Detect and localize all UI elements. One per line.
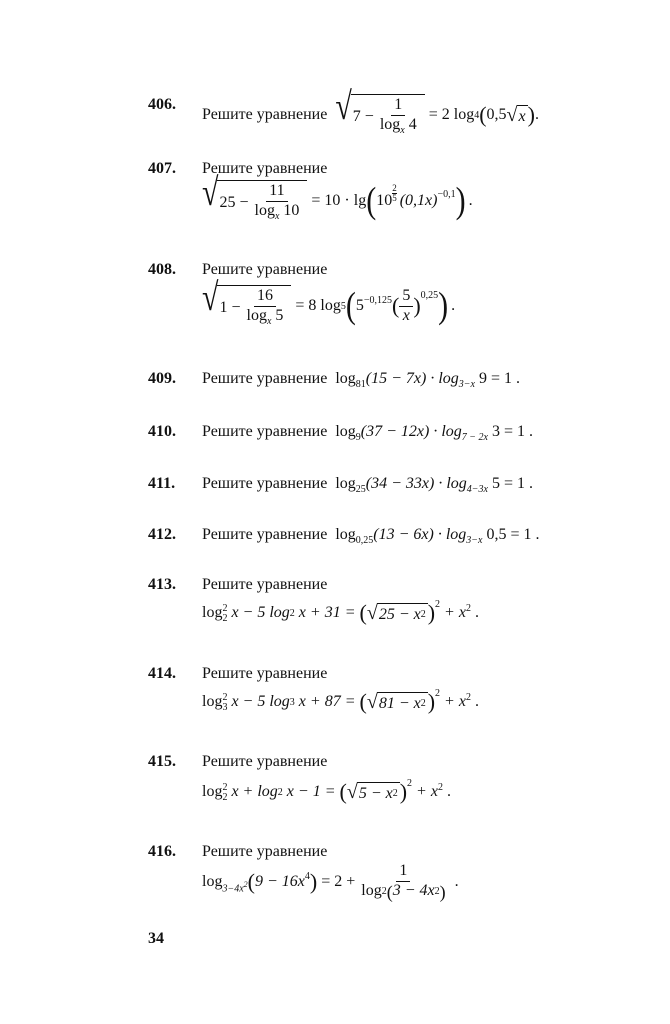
numerator: 1 xyxy=(391,97,405,116)
problem-number: 407. xyxy=(148,160,176,177)
problem-statement: Решите уравнение √ 7 − $\frac{1}{\log_x 4}$ = 2 log 4 ( 0,5 √ x ) . xyxy=(202,85,539,136)
equation: √ 1 − $\frac{16}{\log_x 5}$ = 8 log 5 ( 5 $^{-0,125}$ ( $\frac{5}{x}$ ) $^{0,25}$ ) . xyxy=(202,276,456,327)
problem-number: 409. xyxy=(148,370,176,387)
statement-text: Решите уравнение xyxy=(202,753,328,770)
equation: log $_{3-4x^2}$ ( 9 − 16x $^4$ ) = 2 + 1 log 2 ( 3 − 4x 2 ) . xyxy=(202,862,459,902)
fraction: $\frac{11}{\log_x 10}$ xyxy=(254,182,300,222)
equation: log 2 3 x − 5 log 3 x + 87 = ( √ 81 − x 2 ) $^2$ + x $^2$ . xyxy=(202,687,479,714)
problem-number: 411. xyxy=(148,475,176,492)
square-root: √ 25 − x 2 xyxy=(366,601,426,624)
period: . xyxy=(534,106,539,124)
problem-statement: Решите уравнение $\log_{81}(15 - 7x) \cdot \log_{3-x} 9 = 1$ . xyxy=(202,370,520,391)
problem-number: 408. xyxy=(148,261,176,278)
argument: 0,5 xyxy=(486,106,507,124)
statement-text: Решите уравнение xyxy=(202,576,328,593)
fraction: 1 log 2 ( 3 − 4x 2 ) xyxy=(361,862,446,902)
problem-number: 410. xyxy=(148,423,176,440)
problem-number: 414. xyxy=(148,665,176,682)
statement-text: Решите уравнение xyxy=(202,261,328,278)
statement-text: Решите уравнение xyxy=(202,106,328,124)
square-root: √ 7 − $\frac{1}{\log_x 4}$ xyxy=(335,94,424,136)
statement-text: Решите уравнение xyxy=(202,160,328,177)
rhs: = 2 log xyxy=(428,106,475,124)
denominator: $\log_x 4$ xyxy=(379,115,417,136)
exponent-fraction: 2 5 xyxy=(392,182,397,203)
statement-text: Решите уравнение xyxy=(202,665,328,682)
square-root: √ x xyxy=(506,103,526,126)
equation: log 2 2 x − 5 log 2 x + 31 = ( √ 25 − x 2 ) $^2$ + x $^2$ . xyxy=(202,598,479,625)
problem-statement: Решите уравнение $\log_{25}(34 - 33x) \cdot \log_{4-3x} 5 = 1$ . xyxy=(202,475,533,496)
page-number: 34 xyxy=(148,930,164,947)
square-root: √ 25 − $\frac{11}{\log_x 10}$ xyxy=(202,180,307,222)
square-root: √ 1 − $\frac{16}{\log_x 5}$ xyxy=(202,285,291,327)
equation: log 2 2 x + log 2 x − 1 = ( √ 5 − x 2 ) $^2$ + x $^2$ . xyxy=(202,777,451,804)
problem-number: 406. xyxy=(148,96,176,113)
rhs: = 10 · lg xyxy=(311,192,367,210)
problem-number: 413. xyxy=(148,576,176,593)
problem-number: 415. xyxy=(148,753,176,770)
problem-number: 412. xyxy=(148,526,176,543)
problem-number: 416. xyxy=(148,843,176,860)
term: 7 − xyxy=(352,107,374,125)
log-base: 4 xyxy=(474,109,480,121)
problem-statement: Решите уравнение $\log_9(37 - 12x) \cdot \log_{7 - 2x} 3 = 1$ . xyxy=(202,423,533,444)
problem-statement: Решите уравнение $\log_{0,25}(13 - 6x) \cdot \log_{3-x} 0,5 = 1$ . xyxy=(202,526,540,547)
fraction xyxy=(377,97,420,136)
statement-text: Решите уравнение xyxy=(202,843,328,860)
equation: √ 25 − $\frac{11}{\log_x 10}$ = 10 · lg ( 10 2 5 (0,1x) $^{-0,1}$ ) . xyxy=(202,171,473,222)
